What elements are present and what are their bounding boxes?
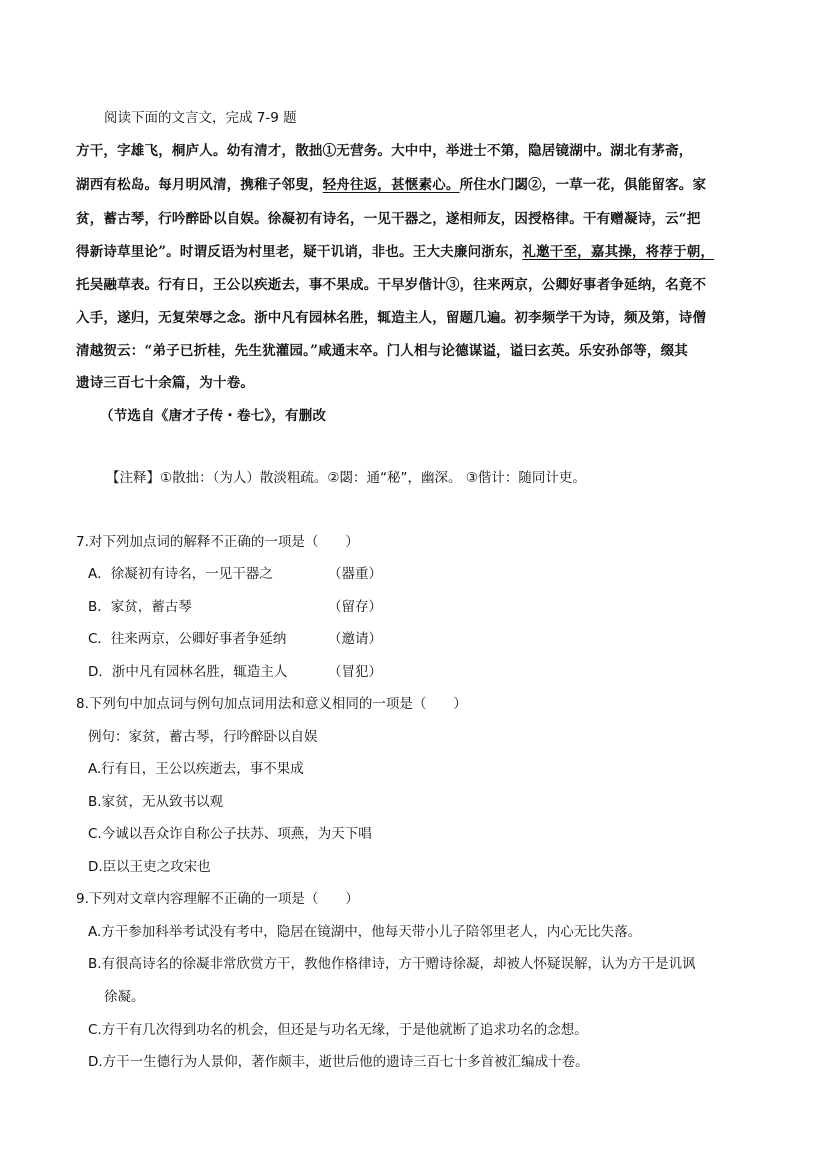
passage-line-2-start: 湖西有松岛。每月明风清，携稚子邻叟，: [76, 177, 323, 193]
question-7-option-c-gloss: （邀请）: [328, 631, 382, 647]
passage-line-2: [76, 173, 706, 193]
annotation-note: 【注释】①散拙：（为人）散淡粗疏。②閟：通“秘”，幽深。 ③偕计：随同计吏。: [106, 470, 586, 486]
question-9-option-b-line-2: 徐凝。: [104, 989, 145, 1005]
passage-line-8: 遗诗三百七十余篇，为十卷。: [76, 375, 255, 391]
question-7-option-b: B．家贫，蓄古琴: [88, 599, 192, 615]
question-8-option-b: B.家贫，无从致书以观: [88, 794, 224, 810]
passage-line-4-start: 得新诗草里论”。时谓反语为村里老，疑干讥诮，非也。王大夫廉问浙东，: [76, 244, 523, 260]
passage-line-1: 方干，字雄飞，桐庐人。幼有清才，散拙①无营务。大中中，举进士不第，隐居镜湖中。湖北有茅斋，: [76, 143, 693, 159]
question-8-stem: 8.下列句中加点词与例句加点词用法和意义相同的一项是（ ）: [76, 696, 467, 712]
question-7-option-a-gloss: （器重）: [328, 566, 382, 582]
passage-line-4: [76, 240, 714, 260]
passage-source: （节选自《唐才子传・卷七》，有删改: [100, 408, 327, 424]
passage-line-6: 入手，遂归，无复荣辱之念。浙中凡有园林名胜，辄造主人，留题几遍。初李频学干为诗，频及第，诗僧: [76, 310, 707, 326]
question-8-option-d: D.臣以王吏之攻宋也: [88, 859, 211, 875]
underlined-phrase-2: 礼邀干至，嘉其操，将荐于朝，: [522, 244, 715, 260]
question-9-option-a: A.方干参加科举考试没有考中，隐居在镜湖中，他每天带小儿子陪邻里老人，内心无比失落。: [88, 924, 642, 940]
question-9-stem: 9.下列对文章内容理解不正确的一项是（ ）: [76, 891, 359, 907]
passage-line-7: 清越贺云：“弟子已折桂，先生犹灌园。”咸通末卒。门人相与论德谋谥，谥曰玄英。乐安孙郃等，缀其: [76, 343, 688, 359]
passage-line-3: 贫，蓄古琴，行吟醉卧以自娱。徐凝初有诗名，一见干器之，遂相师友，因授格律。干有赠凝诗，云“把: [76, 211, 701, 227]
passage-line-2-end: 所住水门閟②，一草一花，俱能留客。家: [459, 177, 707, 193]
passage-line-5: 托吴融草表。行有日，王公以疾逝去，事不果成。干早岁偕计③，往来两京，公卿好事者争延纳，名竟不: [76, 277, 707, 293]
question-7-option-a: A．徐凝初有诗名，一见干器之: [88, 566, 273, 582]
question-7-option-b-gloss: （留存）: [328, 599, 382, 615]
question-7-option-d-gloss: （冒犯）: [328, 664, 382, 680]
question-7-option-d: D．浙中凡有园林名胜，辄造主人: [88, 664, 288, 680]
underlined-phrase-1: 轻舟往返，甚惬素心。: [322, 177, 460, 193]
question-7-option-c: C．往来两京，公卿好事者争延纳: [88, 631, 287, 647]
question-8-option-a: A.行有日，王公以疾逝去，事不果成: [88, 761, 304, 777]
question-8-option-c: C.今诚以吾众诈自称公子扶苏、项燕，为天下唱: [88, 826, 372, 842]
reading-instruction: 阅读下面的文言文，完成 7-9 题: [104, 110, 297, 126]
question-7-stem: 7.对下列加点词的解释不正确的一项是（ ）: [76, 534, 359, 550]
question-9-option-c: C.方干有几次得到功名的机会，但还是与功名无缘，于是他就断了追求功名的念想。: [88, 1022, 588, 1038]
question-8-example: 例句：家贫，蓄古琴，行吟醉卧以自娱: [88, 729, 318, 745]
question-9-option-b-line-1: B.有很高诗名的徐凝非常欣赏方干，教他作格律诗，方干赠诗徐凝，却被人怀疑误解，认为方干是讥讽: [88, 956, 696, 972]
question-9-option-d: D.方干一生德行为人景仰，著作颇丰，逝世后他的遗诗三百七十多首被汇编成十卷。: [88, 1054, 589, 1070]
